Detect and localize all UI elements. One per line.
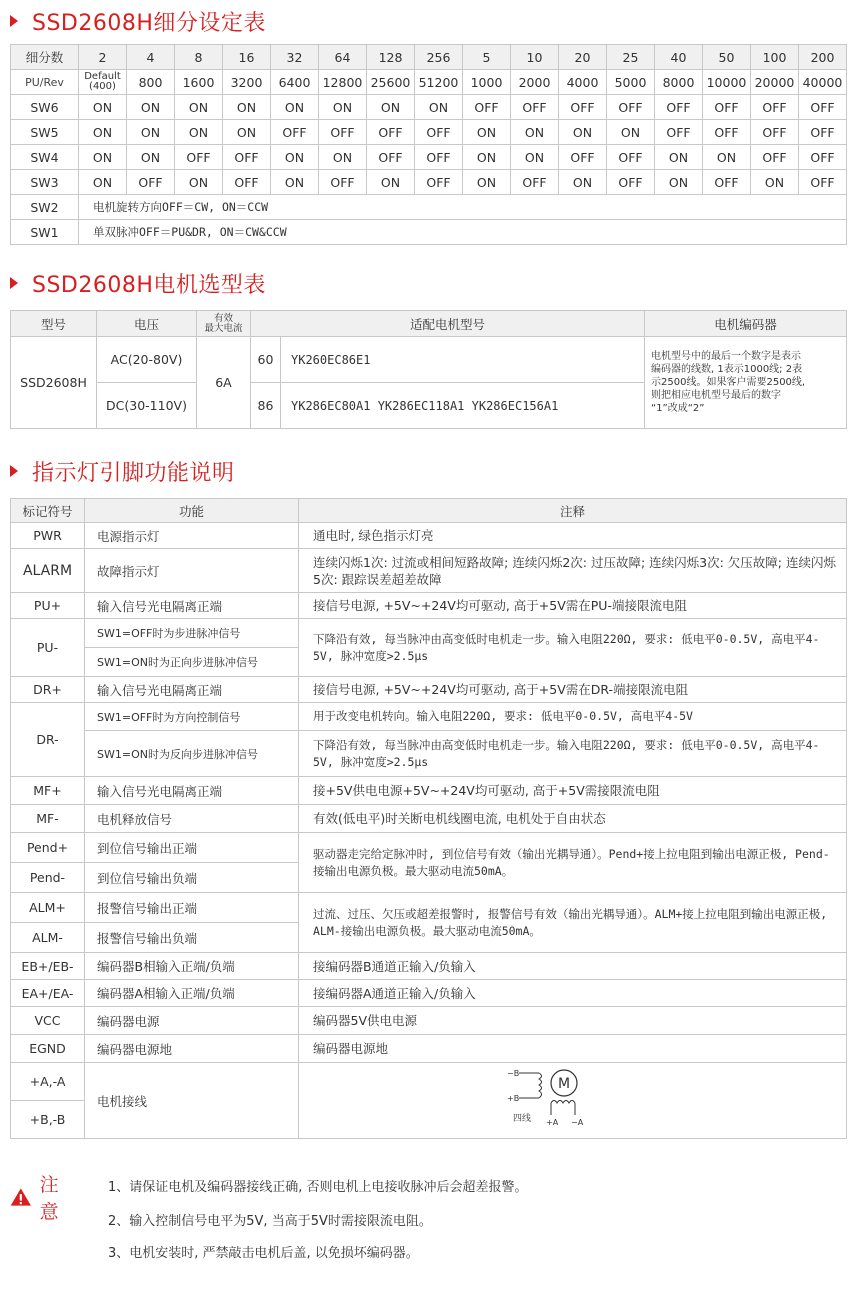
header-cell: 256: [415, 45, 463, 70]
pin-note: 下降沿有效, 每当脉冲由高变低时电机走一步。输入电阻220Ω, 要求: 低电平0-0.5V, 高电平4-5V, 脉冲宽度>2.5μs: [299, 731, 847, 777]
switch-state-cell: OFF: [799, 95, 847, 120]
pin-note: 接编码器A通道正输入/负输入: [299, 980, 847, 1007]
switch-state-cell: OFF: [415, 120, 463, 145]
table-row-mf-plus: [11, 777, 847, 805]
pulse-cell: 1600: [175, 70, 223, 95]
pin-symbol: EGND: [11, 1035, 85, 1063]
pin-function: SW1=ON时为反向步进脉冲信号: [85, 731, 299, 777]
pin-symbol: PWR: [11, 523, 85, 549]
pin-note: 编码器5V供电电源: [299, 1007, 847, 1035]
pin-function-table: [10, 498, 847, 1139]
switch-state-cell: ON: [127, 95, 175, 120]
header-cell: 40: [655, 45, 703, 70]
row-label: SW2: [11, 195, 79, 220]
table-row-pwr: [11, 523, 847, 549]
pin-symbol: EB+/EB-: [11, 953, 85, 980]
pin-function: 编码器电源: [85, 1007, 299, 1035]
pin-symbol: ALM+: [11, 893, 85, 923]
table-row-sw6: [11, 95, 847, 120]
switch-state-cell: ON: [271, 170, 319, 195]
switch-state-cell: OFF: [607, 170, 655, 195]
switch-state-cell: OFF: [751, 145, 799, 170]
header-cell: 50: [703, 45, 751, 70]
switch-state-cell: ON: [703, 145, 751, 170]
triangle-bullet-icon: [10, 465, 18, 477]
switch-state-cell: ON: [319, 95, 367, 120]
pin-function: 输入信号光电隔离正端: [85, 677, 299, 703]
pulse-cell: 4000: [559, 70, 607, 95]
warning-icon: [10, 1184, 32, 1210]
pin-function: 电机接线: [85, 1063, 299, 1139]
switch-state-cell: OFF: [607, 145, 655, 170]
pin-note: 下降沿有效, 每当脉冲由高变低时电机走一步。输入电阻220Ω, 要求: 低电平0-0.5V, 高电平4-5V, 脉冲宽度>2.5μs: [299, 619, 847, 677]
table-row-egnd: [11, 1035, 847, 1063]
pulse-cell: 12800: [319, 70, 367, 95]
default-cell: Default (400): [79, 70, 127, 95]
switch-state-cell: ON: [271, 95, 319, 120]
switch-state-cell: OFF: [271, 120, 319, 145]
switch-state-cell: ON: [127, 145, 175, 170]
header-symbol: 标记符号: [11, 499, 85, 523]
motor-wiring-diagram: [499, 1063, 619, 1135]
table-row-sw5: [11, 120, 847, 145]
switch-state-cell: ON: [127, 120, 175, 145]
pin-function: 报警信号输出负端: [85, 923, 299, 953]
pin-function: 电机释放信号: [85, 805, 299, 833]
switch-state-cell: ON: [511, 120, 559, 145]
header-label: 细分数: [11, 45, 79, 70]
switch-state-cell: ON: [175, 120, 223, 145]
table-header-row: [11, 499, 847, 523]
motor-wiring-diagram-cell: [299, 1063, 847, 1139]
pin-function: SW1=ON时为正向步进脉冲信号: [85, 648, 299, 677]
sw2-description: 电机旋转方向OFF＝CW, ON＝CCW: [79, 195, 847, 220]
switch-state-cell: ON: [559, 120, 607, 145]
encoder-note: 电机型号中的最后一个数字是表示 编码器的线数, 1表示1000线; 2表 示2500线。如果客户需要2500线, 则把相应电机型号最后的数字 “1”改成“2”: [645, 337, 847, 429]
header-cell: 8: [175, 45, 223, 70]
header-function: 功能: [85, 499, 299, 523]
table-row-pu-minus: [11, 619, 847, 648]
pulse-cell: 20000: [751, 70, 799, 95]
pin-note: 接+5V供电电源+5V~+24V均可驱动, 高于+5V需接限流电阻: [299, 777, 847, 805]
switch-state-cell: ON: [175, 95, 223, 120]
switch-state-cell: OFF: [319, 170, 367, 195]
table-row-eb: [11, 953, 847, 980]
switch-state-cell: OFF: [559, 95, 607, 120]
table-row-pu-plus: [11, 593, 847, 619]
header-cell: 32: [271, 45, 319, 70]
header-cell: 64: [319, 45, 367, 70]
switch-state-cell: ON: [367, 170, 415, 195]
motor-selection-table: [10, 310, 847, 429]
model-cell: SSD2608H: [11, 337, 97, 429]
pin-function: 编码器电源地: [85, 1035, 299, 1063]
switch-state-cell: OFF: [703, 95, 751, 120]
header-cell: 200: [799, 45, 847, 70]
table-row-sw3: [11, 170, 847, 195]
frame-cell: 60: [251, 337, 281, 383]
table-header-row: [11, 311, 847, 337]
pin-note: 驱动器走完给定脉冲时, 到位信号有效（输出光耦导通）。Pend+接上拉电阻到输出电源正极, Pend-接输出电源负极。最大驱动电流50mA。: [299, 833, 847, 893]
pin-symbol: DR-: [11, 703, 85, 777]
switch-state-cell: OFF: [127, 170, 175, 195]
table-row-vcc: [11, 1007, 847, 1035]
switch-state-cell: ON: [79, 145, 127, 170]
switch-state-cell: ON: [655, 170, 703, 195]
row-label: SW1: [11, 220, 79, 245]
switch-state-cell: OFF: [655, 95, 703, 120]
notice-item: 1、请保证电机及编码器接线正确, 否则电机上电接收脉冲后会超差报警。: [108, 1180, 528, 1195]
pin-function: 到位信号输出正端: [85, 833, 299, 863]
row-label: SW4: [11, 145, 79, 170]
header-note: 注释: [299, 499, 847, 523]
section-title-microstep: SSD2608H细分设定表: [10, 6, 266, 36]
switch-state-cell: OFF: [319, 120, 367, 145]
switch-state-cell: OFF: [655, 120, 703, 145]
switch-state-cell: ON: [463, 170, 511, 195]
switch-state-cell: OFF: [751, 95, 799, 120]
pin-function: SW1=OFF时为方向控制信号: [85, 703, 299, 731]
pin-symbol: PU+: [11, 593, 85, 619]
frame-cell: 86: [251, 383, 281, 429]
switch-state-cell: OFF: [223, 170, 271, 195]
section-title-motor-selection: SSD2608H电机选型表: [10, 268, 266, 298]
switch-state-cell: ON: [223, 95, 271, 120]
pin-note: 过流、过压、欠压或超差报警时, 报警信号有效（输出光耦导通）。ALM+接上拉电阻到输出电源正极, ALM-接输出电源负极。最大驱动电流50mA。: [299, 893, 847, 953]
header-cell: 20: [559, 45, 607, 70]
pin-function: 输入信号光电隔离正端: [85, 777, 299, 805]
table-row-sw4: [11, 145, 847, 170]
pulse-cell: 2000: [511, 70, 559, 95]
motor-letter: M: [557, 1076, 571, 1092]
pin-symbol: Pend+: [11, 833, 85, 863]
switch-state-cell: ON: [79, 170, 127, 195]
switch-state-cell: ON: [415, 95, 463, 120]
pin-note: 接编码器B通道正输入/负输入: [299, 953, 847, 980]
switch-state-cell: OFF: [415, 170, 463, 195]
pin-symbol: MF-: [11, 805, 85, 833]
switch-state-cell: OFF: [367, 145, 415, 170]
table-row-pend-plus: [11, 833, 847, 863]
row-label: SW6: [11, 95, 79, 120]
switch-state-cell: OFF: [703, 120, 751, 145]
switch-state-cell: ON: [511, 145, 559, 170]
pin-symbol: ALM-: [11, 923, 85, 953]
pin-symbol: VCC: [11, 1007, 85, 1035]
switch-state-cell: ON: [319, 145, 367, 170]
coil-a-icon: [551, 1101, 575, 1104]
table-row-motor-a: [11, 1063, 847, 1101]
table-row-mf-minus: [11, 805, 847, 833]
diagram-caption: 四线: [513, 1114, 532, 1124]
table-header-row: [11, 45, 847, 70]
switch-state-cell: OFF: [415, 145, 463, 170]
header-cell: 16: [223, 45, 271, 70]
pulse-cell: 800: [127, 70, 175, 95]
pin-symbol: PU-: [11, 619, 85, 677]
switch-state-cell: ON: [367, 95, 415, 120]
header-cell: 5: [463, 45, 511, 70]
pulse-cell: 6400: [271, 70, 319, 95]
pin-function: 输入信号光电隔离正端: [85, 593, 299, 619]
sw1-description: 单双脉冲OFF＝PU&DR, ON＝CW&CCW: [79, 220, 847, 245]
pin-note: 连续闪烁1次: 过流或相间短路故障; 连续闪烁2次: 过压故障; 连续闪烁3次: 欠压故障; 连续闪烁5次: 跟踪误差超差故障: [299, 549, 847, 593]
switch-state-cell: ON: [751, 170, 799, 195]
pulse-cell: 40000: [799, 70, 847, 95]
switch-state-cell: OFF: [223, 145, 271, 170]
pin-function: 编码器B相输入正端/负端: [85, 953, 299, 980]
switch-state-cell: ON: [463, 120, 511, 145]
switch-state-cell: OFF: [703, 170, 751, 195]
switch-state-cell: ON: [463, 145, 511, 170]
pin-function: 到位信号输出负端: [85, 863, 299, 893]
pin-note: 接信号电源, +5V~+24V均可驱动, 高于+5V需在PU-端接限流电阻: [299, 593, 847, 619]
current-cell: 6A: [197, 337, 251, 429]
notice-item: 3、电机安装时, 严禁敲击电机后盖, 以免损坏编码器。: [108, 1246, 419, 1261]
label-minus-b: −B: [507, 1069, 520, 1078]
table-row-ea: [11, 980, 847, 1007]
switch-state-cell: OFF: [751, 120, 799, 145]
pulse-cell: 3200: [223, 70, 271, 95]
switch-state-cell: OFF: [559, 145, 607, 170]
motor-models-cell: YK286EC80A1 YK286EC118A1 YK286EC156A1: [281, 383, 645, 429]
switch-state-cell: ON: [79, 120, 127, 145]
switch-state-cell: OFF: [511, 95, 559, 120]
motor-models-cell: YK260EC86E1: [281, 337, 645, 383]
pulse-cell: 25600: [367, 70, 415, 95]
table-row-alarm: [11, 549, 847, 593]
coil-b-icon: [539, 1073, 542, 1098]
notice-title: 注意: [39, 1174, 59, 1223]
pin-function: 报警信号输出正端: [85, 893, 299, 923]
triangle-bullet-icon: [10, 277, 18, 289]
header-cell: 4: [127, 45, 175, 70]
header-motors: 适配电机型号: [251, 311, 645, 337]
table-row-dr-plus: [11, 677, 847, 703]
voltage-cell: AC(20-80V): [97, 337, 197, 383]
triangle-bullet-icon: [10, 15, 18, 27]
row-label: PU/Rev: [11, 70, 79, 95]
pin-symbol: EA+/EA-: [11, 980, 85, 1007]
pin-note: 用于改变电机转向。输入电阻220Ω, 要求: 低电平0-0.5V, 高电平4-5V: [299, 703, 847, 731]
notice-item: 2、输入控制信号电平为5V, 当高于5V时需接限流电阻。: [108, 1214, 432, 1229]
pin-note: 编码器电源地: [299, 1035, 847, 1063]
header-cell: 128: [367, 45, 415, 70]
row-label: SW3: [11, 170, 79, 195]
label-plus-b: +B: [507, 1094, 520, 1103]
pin-note: 接信号电源, +5V~+24V均可驱动, 高于+5V需在DR-端接限流电阻: [299, 677, 847, 703]
header-voltage: 电压: [97, 311, 197, 337]
header-model: 型号: [11, 311, 97, 337]
switch-state-cell: ON: [79, 95, 127, 120]
pin-function: 故障指示灯: [85, 549, 299, 593]
pin-note: 有效(低电平)时关断电机线圈电流, 电机处于自由状态: [299, 805, 847, 833]
pin-symbol: +B,-B: [11, 1101, 85, 1139]
pulse-cell: 5000: [607, 70, 655, 95]
header-cell: 100: [751, 45, 799, 70]
table-row-pulses: [11, 70, 847, 95]
label-plus-a: +A: [546, 1118, 559, 1127]
pin-symbol: ALARM: [11, 549, 85, 593]
switch-state-cell: ON: [223, 120, 271, 145]
section-title-pins: 指示灯引脚功能说明: [10, 456, 235, 486]
switch-state-cell: OFF: [799, 170, 847, 195]
table-row-alm-plus: [11, 893, 847, 923]
switch-state-cell: OFF: [511, 170, 559, 195]
header-cell: 25: [607, 45, 655, 70]
switch-state-cell: OFF: [607, 95, 655, 120]
switch-state-cell: ON: [559, 170, 607, 195]
table-row-dr-minus: [11, 703, 847, 731]
table-row: [11, 337, 847, 383]
label-minus-a: −A: [571, 1118, 584, 1127]
microstep-table: [10, 44, 847, 245]
pin-function: 编码器A相输入正端/负端: [85, 980, 299, 1007]
pulse-cell: 8000: [655, 70, 703, 95]
notice-header: [10, 1170, 67, 1224]
switch-state-cell: OFF: [175, 145, 223, 170]
pin-symbol: Pend-: [11, 863, 85, 893]
header-current: 有效 最大电流: [197, 311, 251, 337]
pin-function: 电源指示灯: [85, 523, 299, 549]
pin-function: SW1=OFF时为步进脉冲信号: [85, 619, 299, 648]
switch-state-cell: ON: [607, 120, 655, 145]
pin-symbol: +A,-A: [11, 1063, 85, 1101]
header-cell: 2: [79, 45, 127, 70]
pin-note: 通电时, 绿色指示灯亮: [299, 523, 847, 549]
pulse-cell: 51200: [415, 70, 463, 95]
table-row-sw1: [11, 220, 847, 245]
header-cell: 10: [511, 45, 559, 70]
table-row-sw2: [11, 195, 847, 220]
table-row-dr-minus-b: [11, 731, 847, 777]
switch-state-cell: OFF: [463, 95, 511, 120]
pulse-cell: 10000: [703, 70, 751, 95]
switch-state-cell: ON: [655, 145, 703, 170]
header-encoder: 电机编码器: [645, 311, 847, 337]
voltage-cell: DC(30-110V): [97, 383, 197, 429]
switch-state-cell: ON: [175, 170, 223, 195]
switch-state-cell: OFF: [367, 120, 415, 145]
row-label: SW5: [11, 120, 79, 145]
pin-symbol: DR+: [11, 677, 85, 703]
switch-state-cell: OFF: [799, 120, 847, 145]
pin-symbol: MF+: [11, 777, 85, 805]
pulse-cell: 1000: [463, 70, 511, 95]
switch-state-cell: OFF: [799, 145, 847, 170]
switch-state-cell: ON: [271, 145, 319, 170]
